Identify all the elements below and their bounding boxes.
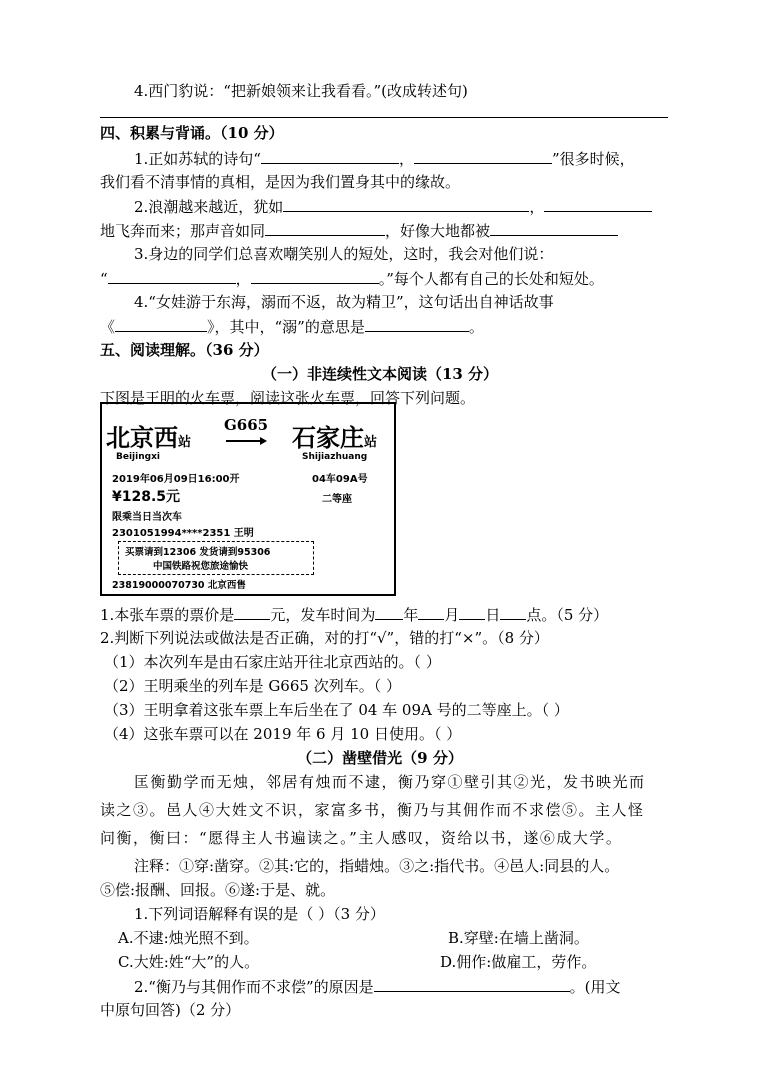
- section4-title: 四、积累与背诵。（10 分）: [100, 124, 284, 142]
- judge-3: （3）王明拿着这张车票上车后坐在了 04 车 09A 号的二等座上。（ ）: [104, 701, 569, 719]
- blank[interactable]: [261, 147, 399, 164]
- blank[interactable]: [544, 195, 652, 212]
- ticket-from-pinyin: Beijingxi: [116, 452, 160, 462]
- s4-line6: “ ， 。”每个人都有自己的长处和短处。: [100, 267, 604, 290]
- option-a: A.不逮:烛光照不到。: [118, 929, 259, 947]
- ticket-to: 石家庄站: [292, 423, 378, 452]
- s4-line2: 我们看不清事情的真相，是因为我们置身其中的缘故。: [100, 173, 461, 191]
- ticket-notice1: 买票请到12306 发货请到95306: [125, 547, 271, 558]
- blank[interactable]: [234, 603, 270, 620]
- judge-4: （4）这张车票可以在 2019 年 6 月 10 日使用。（ ）: [104, 725, 462, 743]
- blank[interactable]: [418, 603, 444, 620]
- blank[interactable]: [414, 147, 552, 164]
- blank[interactable]: [115, 315, 207, 332]
- blank[interactable]: [459, 603, 485, 620]
- passage-line3: 问衡，衡曰：“愿得主人书遍读之。”主人感叹，资给以书，遂⑥成大学。: [100, 829, 623, 847]
- option-c: C.大姓:姓“大”的人。: [118, 953, 260, 971]
- ticket-seat-number: 04车09A号: [312, 474, 368, 485]
- option-d: D.佣作:做雇工，劳作。: [440, 953, 597, 971]
- reading2-q2: 2.“衡乃与其佣作而不求偿”的原因是 。(用文: [134, 975, 621, 998]
- passage-line2: 读之③。邑人④大姓文不识，家富多书，衡乃与其佣作而不求偿⑤。主人怪: [100, 801, 645, 819]
- blank[interactable]: [365, 315, 469, 332]
- s4-line1: 1.正如苏轼的诗句“ ， ”很多时候，: [134, 147, 635, 170]
- blank[interactable]: [374, 975, 570, 992]
- answer-line: [100, 117, 668, 118]
- reading1-intro: 下图是王明的火车票，阅读这张火车票，回答下列问题。: [100, 389, 476, 407]
- s4-line4: 地飞奔而来；那声音如同 ，好像大地都被: [100, 219, 618, 242]
- reading2-title: （二）凿壁借光（9 分）: [297, 749, 463, 767]
- ticket-id-name: 2301051994****2351 王明: [112, 528, 254, 539]
- reading1-title: （一）非连续性文本阅读（13 分）: [261, 365, 499, 383]
- ticket-limit: 限乘当日当次车: [112, 512, 182, 523]
- s4-line3: 2.浪潮越来越近，犹如 ，: [134, 195, 652, 218]
- ticket-q1: 1.本张车票的票价是 元，发车时间为 年 月 日 点。（5 分）: [100, 603, 608, 626]
- blank[interactable]: [283, 195, 529, 212]
- blank[interactable]: [490, 219, 618, 236]
- train-ticket: [100, 402, 396, 596]
- ticket-seat-class: 二等座: [322, 494, 352, 505]
- s4-line5: 3.身边的同学们总喜欢嘲笑别人的短处，这时，我会对他们说：: [134, 245, 554, 263]
- judge-1: （1）本次列车是由石家庄站开往北京西站的。（ ）: [104, 653, 441, 671]
- s4-line7: 4.“女娃游于东海，溺而不返，故为精卫”，这句话出自神话故事: [134, 293, 554, 311]
- ticket-train-number: G665: [224, 416, 269, 434]
- note-line2: ⑤偿:报酬、回报。⑥遂:于是、就。: [100, 881, 336, 899]
- ticket-serial: 23819000070730 北京西售: [112, 580, 246, 591]
- blank[interactable]: [265, 219, 385, 236]
- arrow-icon: [226, 440, 264, 442]
- blank[interactable]: [108, 267, 236, 284]
- reading2-q2-cont: 中原句回答)（2 分）: [100, 1001, 241, 1019]
- ticket-notice-box: [118, 541, 314, 575]
- passage-line1: 匡衡勤学而无烛，邻居有烛而不逮，衡乃穿①壁引其②光，发书映光而: [134, 773, 646, 791]
- blank[interactable]: [251, 267, 379, 284]
- ticket-from: 北京西站: [106, 423, 192, 452]
- q4-line: 4.西门豹说：“把新娘领来让我看看。”(改成转述句): [134, 82, 468, 100]
- section5-title: 五、阅读理解。（36 分）: [100, 341, 269, 359]
- s4-line8: 《 》，其中，“溺”的意思是 。: [100, 315, 484, 338]
- ticket-to-pinyin: Shijiazhuang: [302, 452, 368, 462]
- ticket-price: ¥128.5元: [112, 489, 181, 505]
- blank[interactable]: [375, 603, 403, 620]
- blank[interactable]: [500, 603, 526, 620]
- ticket-datetime: 2019年06月09日16:00开: [112, 474, 240, 485]
- note-line1: 注释：①穿:凿穿。②其:它的，指蜡烛。③之:指代书。④邑人:同县的人。: [134, 857, 620, 875]
- ticket-notice2: 中国铁路祝您旅途愉快: [153, 561, 249, 572]
- judge-2: （2）王明乘坐的列车是 G665 次列车。（ ）: [104, 677, 401, 695]
- reading2-q1: 1.下列词语解释有误的是（ ）（3 分）: [134, 905, 385, 923]
- ticket-q2: 2.判断下列说法或做法是否正确，对的打“√”，错的打“×”。（8 分）: [100, 629, 549, 647]
- option-b: B.穿壁:在墙上凿洞。: [448, 929, 589, 947]
